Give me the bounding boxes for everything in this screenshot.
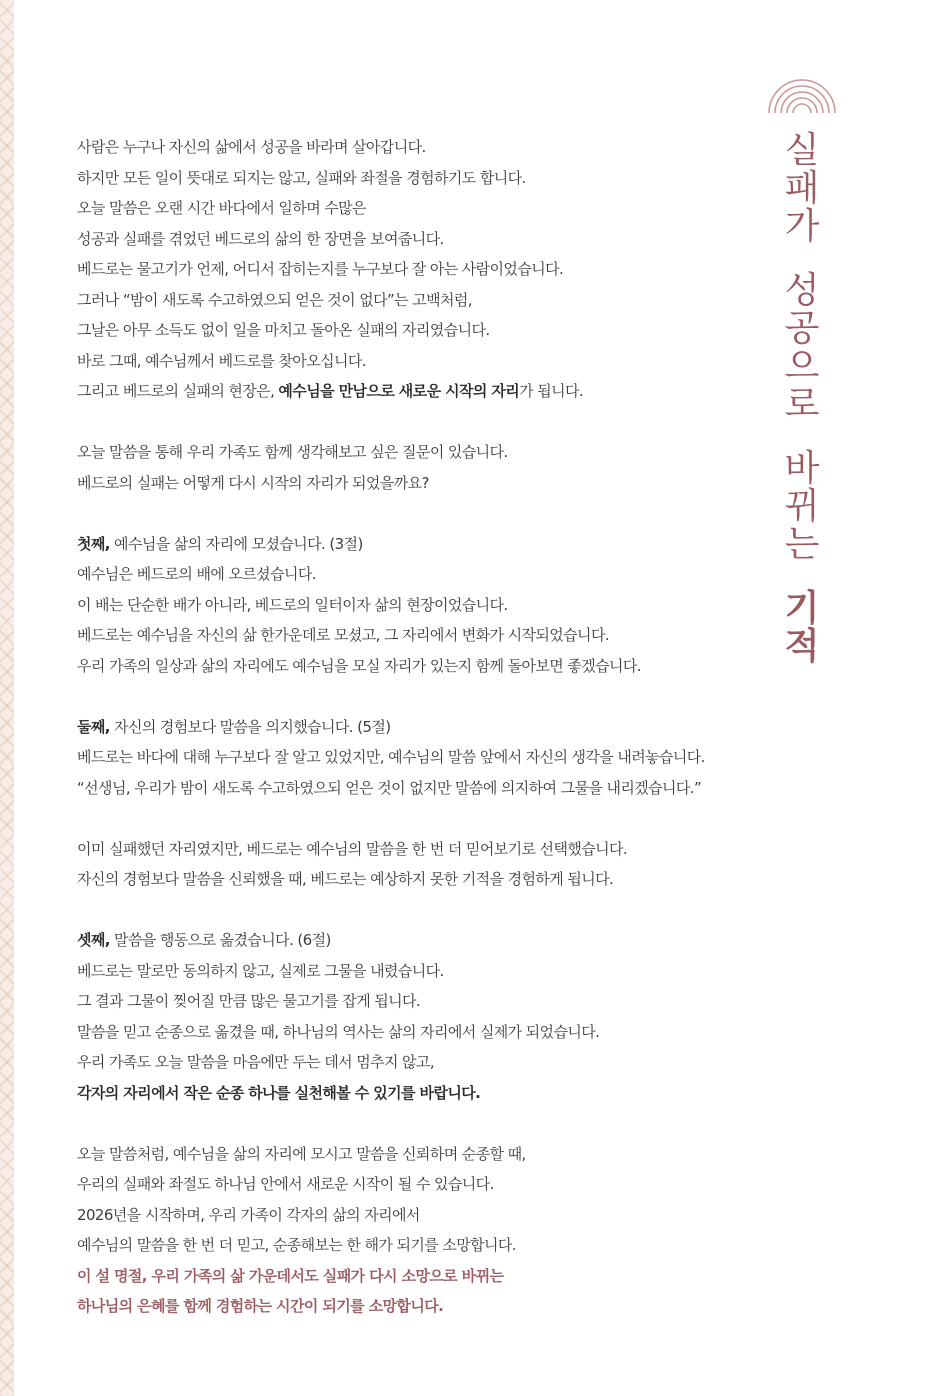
emphasis-text: 예수님을 만남으로 새로운 시작의 자리 — [278, 382, 520, 400]
text-line: 베드로는 예수님을 자신의 삶 한가운데로 모셨고, 그 자리에서 변화가 시작되었습니다. — [77, 626, 610, 644]
text-line: 2026년을 시작하며, 우리 가족이 각자의 삶의 자리에서 — [77, 1205, 420, 1224]
text-line: 그 결과 그물이 찢어질 만큼 많은 물고기를 잡게 됩니다. — [77, 992, 421, 1010]
emphasis-line: 각자의 자리에서 작은 순종 하나를 실천해볼 수 있기를 바랍니다. — [77, 1083, 481, 1102]
question-paragraph — [77, 437, 777, 498]
text-line: 바로 그때, 예수님께서 베드로를 찾아오십니다. — [77, 351, 366, 370]
text-line: 자신의 경험보다 말씀을 신뢰했을 때, 베드로는 예상하지 못한 기적을 경험하게 됩니다. — [77, 870, 614, 888]
text-line: 예수님은 베드로의 배에 오르셨습니다. — [77, 565, 316, 583]
vertical-title — [778, 132, 826, 666]
intro-paragraph — [77, 132, 777, 407]
section-number: 둘째, — [77, 717, 110, 736]
text-line: 베드로는 말로만 동의하지 않고, 실제로 그물을 내렸습니다. — [77, 961, 444, 980]
accent-line: 이 설 명절, 우리 가족의 삶 가운데서도 실패가 다시 소망으로 바뀌는 — [77, 1266, 504, 1285]
accent-line: 하나님의 은혜를 함께 경험하는 시간이 되기를 소망합니다. — [77, 1297, 444, 1315]
section-title: 예수님을 삶의 자리에 모셨습니다. (3절) — [109, 534, 363, 553]
text-line: 그러나 “밤이 새도록 수고하였으되 얻은 것이 없다”는 고백처럼, — [77, 290, 472, 309]
decorative-border — [0, 0, 14, 1396]
text-line: 베드로는 바다에 대해 누구보다 잘 알고 있었지만, 예수님의 말씀 앞에서 자신의 생각을 내려놓습니다. — [77, 748, 705, 766]
section-number: 셋째, — [77, 931, 110, 949]
title-char: 성 — [784, 270, 820, 311]
section-third — [77, 925, 777, 1108]
text-segment: 가 됩니다. — [519, 382, 584, 400]
text-line: 예수님의 말씀을 한 번 더 믿고, 순종해보는 한 해가 되기를 소망합니다. — [77, 1236, 516, 1254]
text-line: 그날은 아무 소득도 없이 일을 마치고 돌아온 실패의 자리였습니다. — [77, 321, 490, 339]
text-line: 베드로의 실패는 어떻게 다시 시작의 자리가 되었을까요? — [77, 473, 429, 492]
text-line: 오늘 말씀처럼, 예수님을 삶의 자리에 모시고 말씀을 신뢰하며 순종할 때, — [77, 1144, 526, 1163]
text-line: 베드로는 물고기가 언제, 어디서 잡히는지를 누구보다 잘 아는 사람이었습니다. — [77, 260, 564, 278]
section-second — [77, 712, 777, 895]
text-line: 우리 가족의 일상과 삶의 자리에도 예수님을 모실 자리가 있는지 함께 돌아보면 좋겠습니다. — [77, 656, 641, 675]
title-char: 뀌 — [784, 486, 820, 527]
title-char: 실 — [784, 130, 820, 171]
section-heading — [77, 712, 777, 743]
section-title: 자신의 경험보다 말씀을 의지했습니다. (5절) — [109, 717, 391, 736]
text-line: 하지만 모든 일이 뜻대로 되지는 않고, 실패와 좌절을 경험하기도 합니다. — [77, 168, 526, 187]
section-number: 첫째, — [77, 534, 110, 553]
section-first — [77, 529, 777, 682]
title-char: 는 — [784, 524, 820, 565]
quote-line: “선생님, 우리가 밤이 새도록 수고하였으되 얻은 것이 없지만 말씀에 의지하여 그물을 내리겠습니다.” — [77, 778, 702, 797]
closing-paragraph — [77, 1139, 777, 1322]
title-char: 공 — [784, 308, 820, 349]
title-char: 로 — [784, 384, 820, 425]
body-text — [77, 132, 777, 1322]
title-char-bold: 기 — [784, 588, 820, 629]
text-line: 오늘 말씀은 오랜 시간 바다에서 일하며 수많은 — [77, 199, 366, 217]
text-line — [77, 376, 777, 407]
rainbow-arch-icon — [766, 76, 838, 114]
title-char: 으 — [784, 346, 820, 387]
title-char: 바 — [784, 448, 820, 489]
text-line: 우리 가족도 오늘 말씀을 마음에만 두는 데서 멈추지 않고, — [77, 1053, 434, 1071]
title-char-bold: 적 — [784, 626, 820, 667]
text-line: 사람은 누구나 자신의 삶에서 성공을 바라며 살아갑니다. — [77, 138, 426, 156]
text-segment: 그리고 베드로의 실패의 현장은, — [77, 382, 279, 400]
text-line: 말씀을 믿고 순종으로 옮겼을 때, 하나님의 역사는 삶의 자리에서 실제가 되었습니다. — [77, 1022, 600, 1041]
text-line: 이 배는 단순한 배가 아니라, 베드로의 일터이자 삶의 현장이었습니다. — [77, 595, 508, 614]
section-heading — [77, 925, 777, 956]
text-line: 오늘 말씀을 통해 우리 가족도 함께 생각해보고 싶은 질문이 있습니다. — [77, 443, 508, 461]
text-line: 우리의 실패와 좌절도 하나님 안에서 새로운 시작이 될 수 있습니다. — [77, 1175, 494, 1193]
section-heading — [77, 529, 777, 560]
text-line: 이미 실패했던 자리였지만, 베드로는 예수님의 말씀을 한 번 더 믿어보기로 선택했습니다. — [77, 839, 628, 858]
title-char: 가 — [784, 206, 820, 247]
title-char: 패 — [784, 168, 820, 209]
section-title: 말씀을 행동으로 옮겼습니다. (6절) — [109, 931, 331, 949]
text-line: 성공과 실패를 겪었던 베드로의 삶의 한 장면을 보여줍니다. — [77, 229, 444, 248]
